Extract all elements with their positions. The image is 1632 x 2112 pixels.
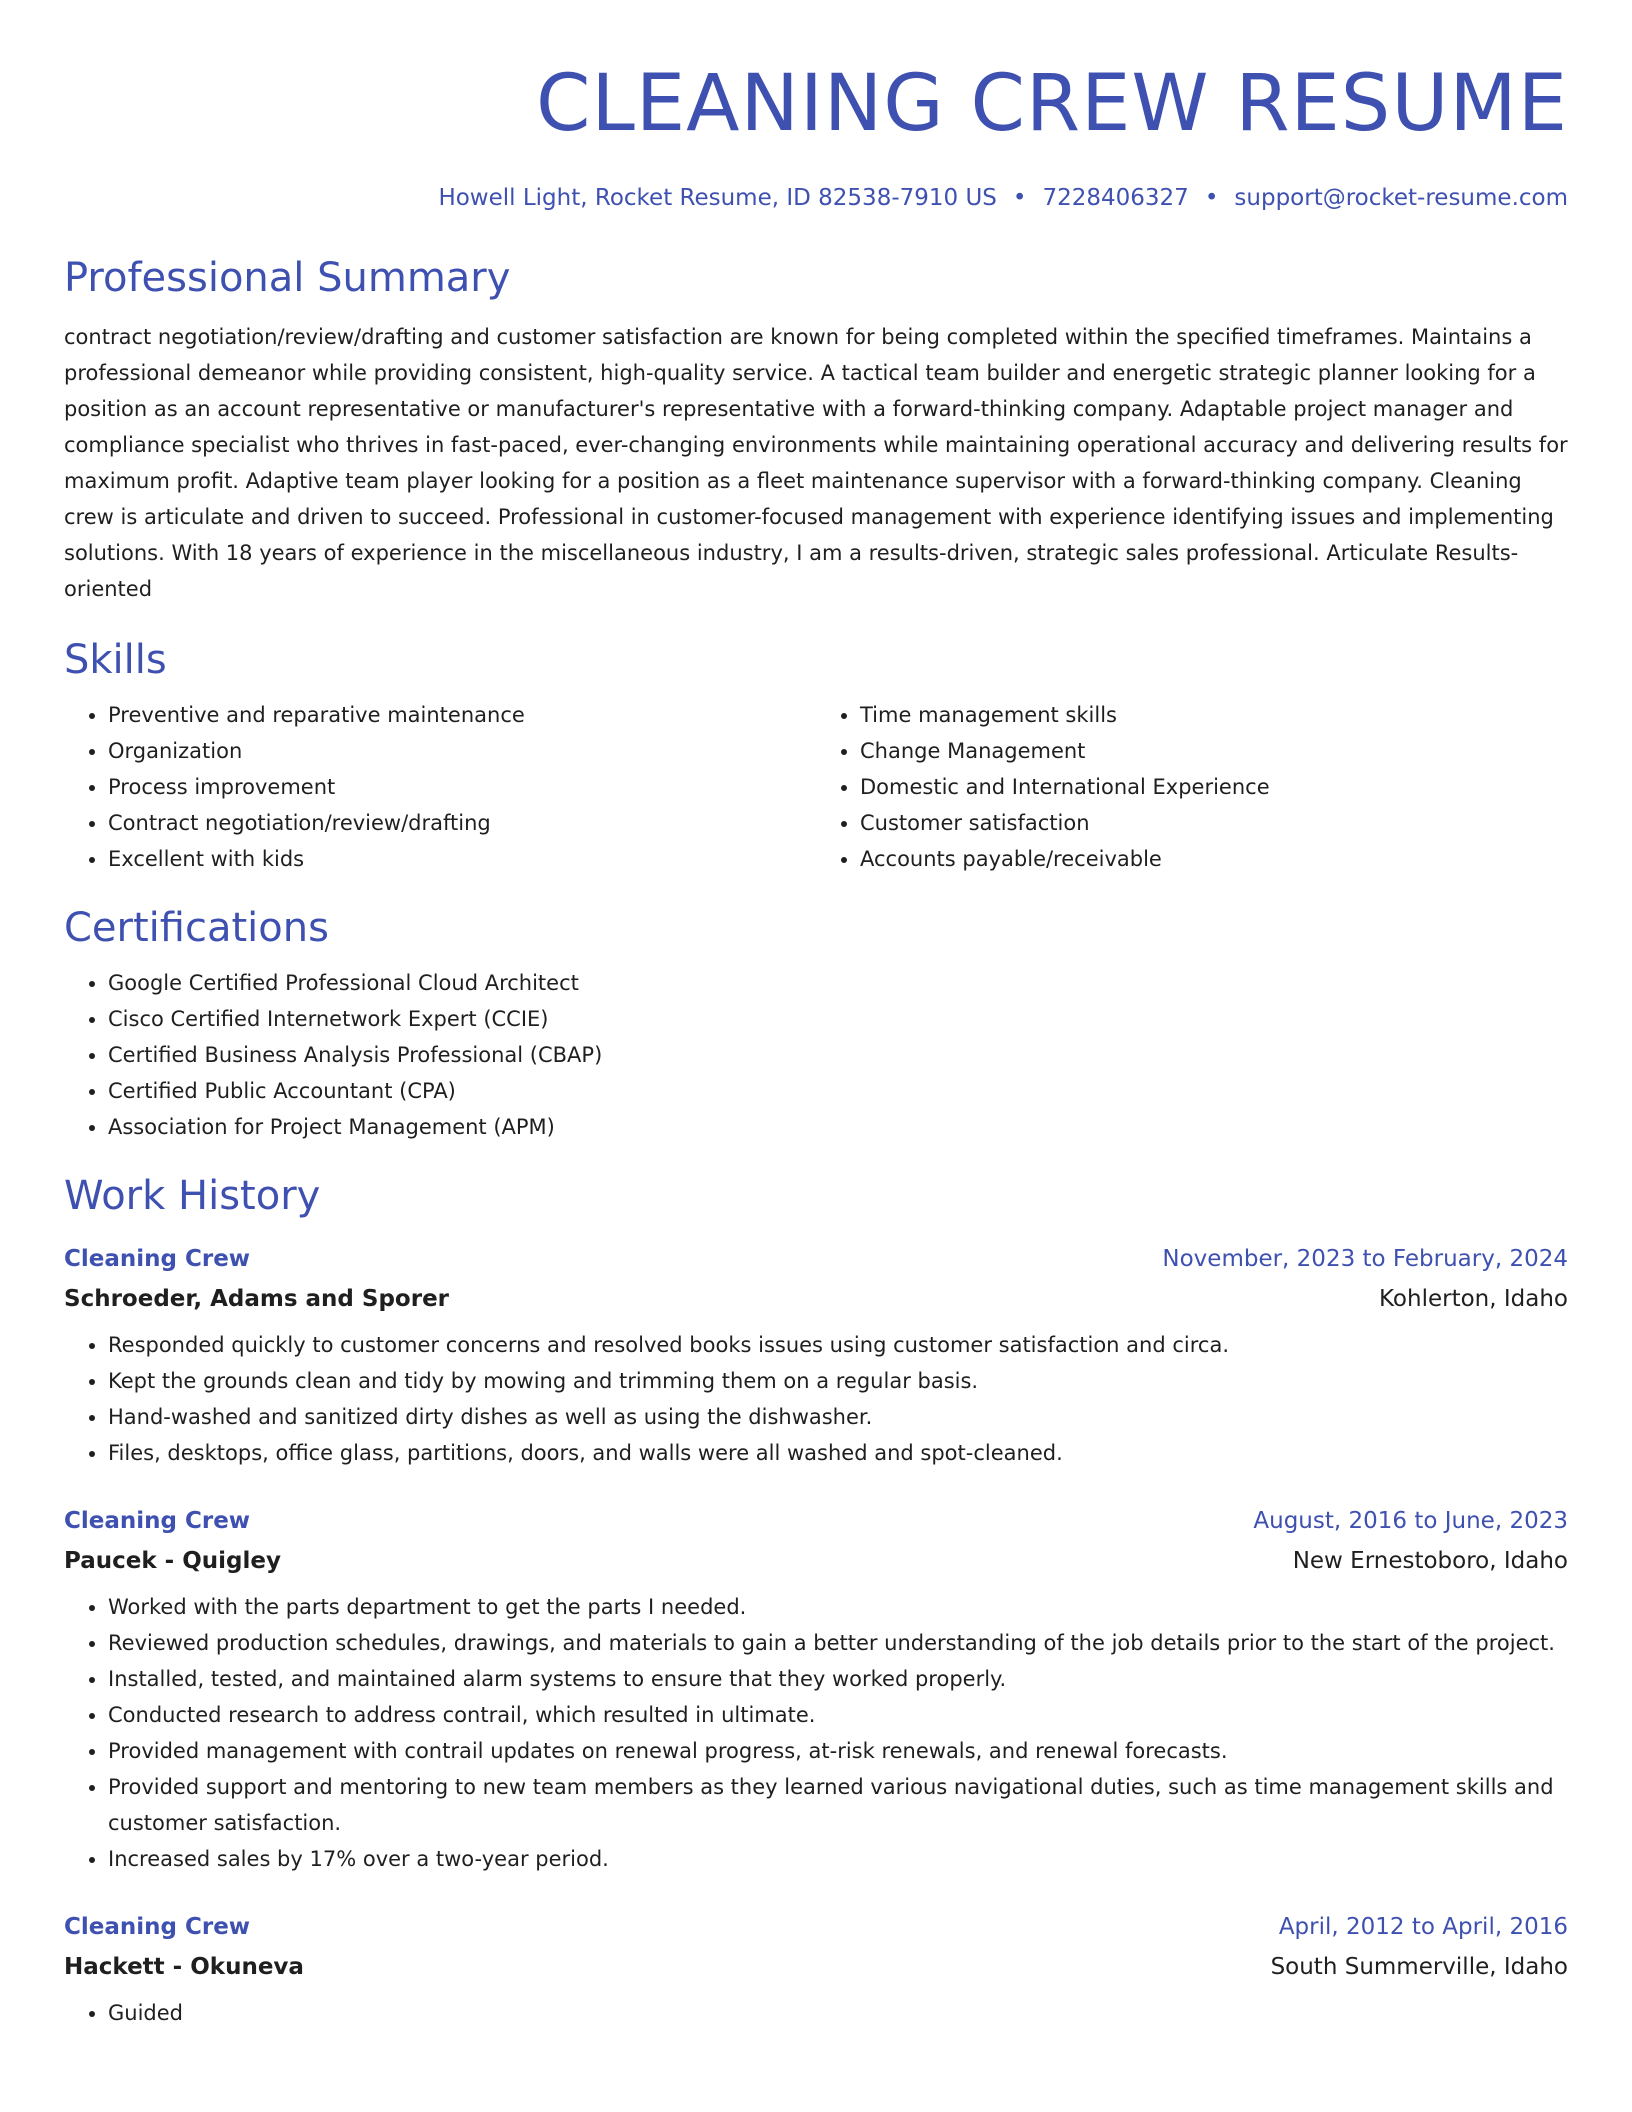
job-location: New Ernestoboro, Idaho bbox=[1292, 1548, 1568, 1574]
certifications-list bbox=[64, 965, 1568, 1145]
skills-column-left bbox=[64, 697, 816, 877]
skills-heading: Skills bbox=[64, 637, 167, 683]
contact-separator: • bbox=[1204, 185, 1219, 211]
job-bullet: • Kept the grounds clean and tidy by mowing and trimming them on a regular basis. bbox=[108, 1363, 1568, 1399]
skill-item: • Customer satisfaction bbox=[860, 805, 1568, 841]
job-location: South Summerville, Idaho bbox=[1270, 1954, 1568, 1980]
certifications-heading: Certifications bbox=[64, 905, 329, 951]
skill-item: • Process improvement bbox=[108, 769, 816, 805]
skill-item: • Change Management bbox=[860, 733, 1568, 769]
job-title: Cleaning Crew bbox=[64, 1914, 251, 1940]
contact-address: Howell Light, Rocket Resume, ID 82538-7910 US bbox=[438, 185, 997, 211]
skill-item: • Organization bbox=[108, 733, 816, 769]
skill-item: • Accounts payable/receivable bbox=[860, 841, 1568, 877]
job-header bbox=[64, 1907, 1568, 1947]
certification-item: • Association for Project Management (APM) bbox=[108, 1109, 1568, 1145]
skills-list bbox=[64, 697, 1568, 877]
summary-heading: Professional Summary bbox=[64, 255, 511, 301]
job-title: Cleaning Crew bbox=[64, 1508, 251, 1534]
job-bullets bbox=[64, 1589, 1568, 1877]
job-location: Kohlerton, Idaho bbox=[1379, 1286, 1568, 1312]
job-title: Cleaning Crew bbox=[64, 1246, 251, 1272]
job-bullets bbox=[64, 1327, 1568, 1471]
resume-title: CLEANING CREW RESUME bbox=[535, 59, 1568, 149]
job-bullet: • Guided bbox=[108, 1995, 1568, 2031]
skill-item: • Excellent with kids bbox=[108, 841, 816, 877]
job-bullet: • Worked with the parts department to get the parts I needed. bbox=[108, 1589, 1568, 1625]
job-subheader bbox=[64, 1947, 1568, 1987]
job-company: Hackett - Okuneva bbox=[64, 1954, 304, 1980]
skill-item: • Contract negotiation/review/drafting bbox=[108, 805, 816, 841]
job-company: Schroeder, Adams and Sporer bbox=[64, 1286, 450, 1312]
work-history-heading: Work History bbox=[64, 1173, 321, 1219]
skill-item: • Time management skills bbox=[860, 697, 1568, 733]
job-entry bbox=[64, 1239, 1568, 1471]
job-bullet: • Provided support and mentoring to new team members as they learned various navigational duties, such as time management skills and customer satisfaction. bbox=[108, 1769, 1568, 1841]
job-dates: November, 2023 to February, 2024 bbox=[1162, 1246, 1568, 1272]
job-bullet: • Installed, tested, and maintained alarm systems to ensure that they worked properly. bbox=[108, 1661, 1568, 1697]
job-subheader bbox=[64, 1541, 1568, 1581]
contact-separator: • bbox=[1012, 185, 1027, 211]
job-dates: April, 2012 to April, 2016 bbox=[1278, 1914, 1568, 1940]
certification-item: • Google Certified Professional Cloud Architect bbox=[108, 965, 1568, 1001]
contact-email: support@rocket-resume.com bbox=[1234, 185, 1568, 211]
certification-item: • Cisco Certified Internetwork Expert (CCIE) bbox=[108, 1001, 1568, 1037]
job-company: Paucek - Quigley bbox=[64, 1548, 281, 1574]
contact-line bbox=[64, 183, 1568, 213]
skills-column-right bbox=[816, 697, 1568, 877]
skill-item: • Preventive and reparative maintenance bbox=[108, 697, 816, 733]
job-bullet: • Provided management with contrail updates on renewal progress, at-risk renewals, and renewal forecasts. bbox=[108, 1733, 1568, 1769]
job-entry bbox=[64, 1501, 1568, 1877]
job-bullet: • Reviewed production schedules, drawings, and materials to gain a better understanding of the job details prior to the start of the project. bbox=[108, 1625, 1568, 1661]
job-bullet: • Files, desktops, office glass, partitions, doors, and walls were all washed and spot-cleaned. bbox=[108, 1435, 1568, 1471]
job-header bbox=[64, 1501, 1568, 1541]
job-entry bbox=[64, 1907, 1568, 2031]
summary-text: contract negotiation/review/drafting and customer satisfaction are known for being completed within the specified timeframes. Maintains a professional demeanor while providing consistent, high-quality service. A tactical team builder and energetic strategic planner looking for a position as an account representative or manufacturer's representative with a forward-thinking company. Adaptable project manager and compliance specialist who thrives in fast-paced, ever-changing environments while maintaining operational accuracy and delivering results for maximum profit. Adaptive team player looking for a position as a fleet maintenance supervisor with a forward-thinking company. Cleaning crew is articulate and driven to succeed. Professional in customer-focused management with experience identifying issues and implementing solutions. With 18 years of experience in the miscellaneous industry, I am a results-driven, strategic sales professional. Articulate Results-oriented bbox=[64, 325, 1568, 601]
certification-item: • Certified Business Analysis Professional (CBAP) bbox=[108, 1037, 1568, 1073]
job-dates: August, 2016 to June, 2023 bbox=[1253, 1508, 1568, 1534]
contact-phone: 7228406327 bbox=[1042, 185, 1189, 211]
job-bullet: • Increased sales by 17% over a two-year period. bbox=[108, 1841, 1568, 1877]
job-bullet: • Hand-washed and sanitized dirty dishes as well as using the dishwasher. bbox=[108, 1399, 1568, 1435]
job-header bbox=[64, 1239, 1568, 1279]
skill-item: • Domestic and International Experience bbox=[860, 769, 1568, 805]
job-bullet: • Responded quickly to customer concerns and resolved books issues using customer satisfaction and circa. bbox=[108, 1327, 1568, 1363]
certification-item: • Certified Public Accountant (CPA) bbox=[108, 1073, 1568, 1109]
job-subheader bbox=[64, 1279, 1568, 1319]
job-bullets bbox=[64, 1995, 1568, 2031]
job-bullet: • Conducted research to address contrail, which resulted in ultimate. bbox=[108, 1697, 1568, 1733]
